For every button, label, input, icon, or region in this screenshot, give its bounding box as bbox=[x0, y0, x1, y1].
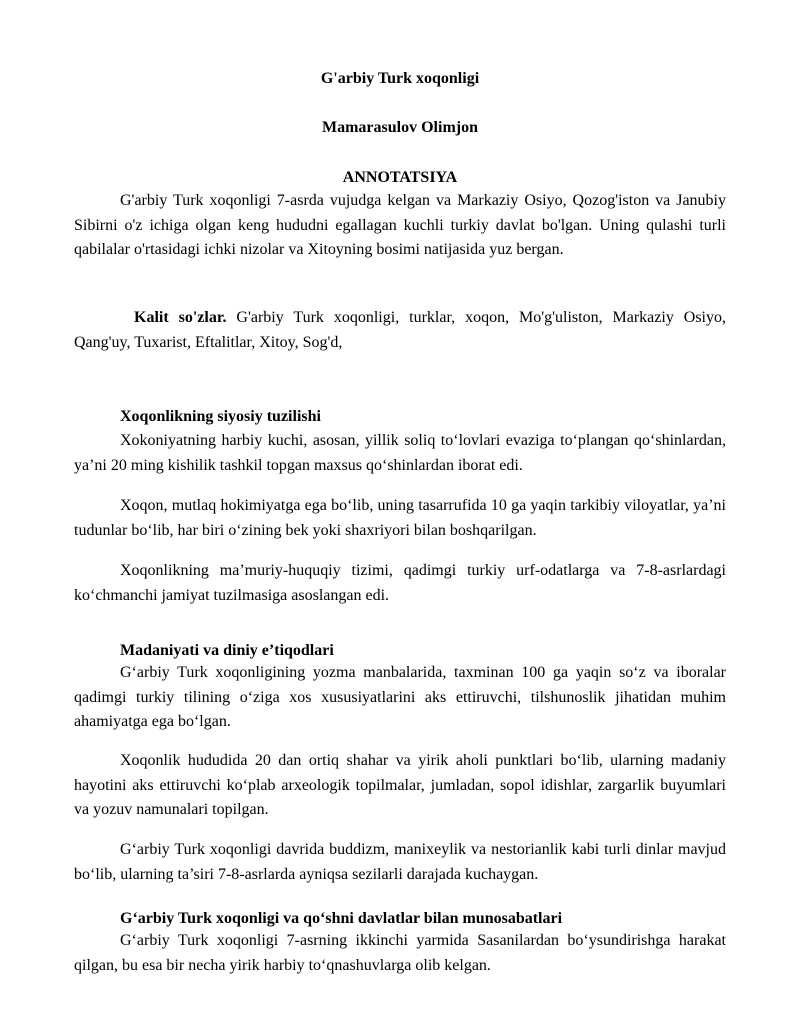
section-heading: Xoqonlikning siyosiy tuzilishi bbox=[120, 408, 321, 425]
keywords-label: Kalit so'zlar. bbox=[134, 309, 227, 326]
section-paragraph: G‘arbiy Turk xoqonligining yozma manbalarida, taxminan 100 ga yaqin so‘z va iboralar qadimgi turkiy tilining o‘ziga xos xususiyatlarini aks ettiruvchi, tilshunoslik jihatidan muhim ahamiyatga ega bo‘lgan. bbox=[74, 664, 726, 730]
section-paragraph: Xoqonlik hududida 20 dan ortiq shahar va yirik aholi punktlari bo‘lib, ularning madaniy hayotini aks ettiruvchi ko‘plab arxeologik topilmalar, jumladan, sopol idishlar, zargarlik buyumlari va yozuv namunalari topilgan. bbox=[74, 752, 726, 818]
section-heading: Madaniyati va diniy e’tiqodlari bbox=[120, 642, 334, 659]
keywords-paragraph bbox=[74, 306, 726, 355]
keywords-text: G'arbiy Turk xoqonligi, turklar, xoqon, Mo'g'uliston, Markaziy Osiyo, Qang'uy, Tuxarist, Eftalitlar, Xitoy, Sog'd, bbox=[74, 309, 727, 351]
section-paragraph: G‘arbiy Turk xoqonligi davrida buddizm, manixeylik va nestorianlik kabi turli dinlar mavjud bo‘lib, ularning ta’siri 7-8-asrlarda ayniqsa sezilarli darajada kuchaygan. bbox=[74, 841, 726, 883]
section-paragraph: Xoqonlikning ma’muriy-huquqiy tizimi, qadimgi turkiy urf-odatlarga va 7-8-asrlardagi ko‘chmanchi jamiyat tuzilmasiga asoslangan edi. bbox=[74, 562, 726, 604]
section-paragraph: G‘arbiy Turk xoqonligi 7-asrning ikkinchi yarmida Sasanilardan bo‘ysundirishga harakat qilgan, bu esa bir necha yirik harbiy to‘qnashuvlarga olib kelgan. bbox=[74, 932, 726, 974]
section-paragraph: Xokoniyatning harbiy kuchi, asosan, yillik soliq to‘lovlari evaziga to‘plangan qo‘shinlardan, ya’ni 20 ming kishilik tashkil topgan maxsus qo‘shinlardan iborat edi. bbox=[74, 432, 726, 474]
abstract-paragraph: G'arbiy Turk xoqonligi 7-asrda vujudga kelgan va Markaziy Osiyo, Qozog'iston va Janubiy Sibirni o'z ichiga olgan keng hududni egallagan kuchli turkiy davlat bo'lgan. Uning qulashi turli qabilalar o'rtasidagi ichki nizolar va Xitoyning bosimi natijasida yuz bergan. bbox=[74, 192, 726, 258]
author-name: Mamarasulov Olimjon bbox=[322, 119, 478, 136]
document-title: G'arbiy Turk xoqonligi bbox=[320, 70, 480, 87]
section-heading: G‘arbiy Turk xoqonligi va qo‘shni davlatlar bilan munosabatlari bbox=[120, 910, 563, 927]
section-paragraph: Xoqon, mutlaq hokimiyatga ega bo‘lib, uning tasarrufida 10 ga yaqin tarkibiy viloyatlar, ya’ni tudunlar bo‘lib, har biri o‘zining bek yoki shaxriyori bilan boshqarilgan. bbox=[74, 497, 726, 539]
abstract-heading: ANNOTATSIYA bbox=[342, 169, 458, 186]
